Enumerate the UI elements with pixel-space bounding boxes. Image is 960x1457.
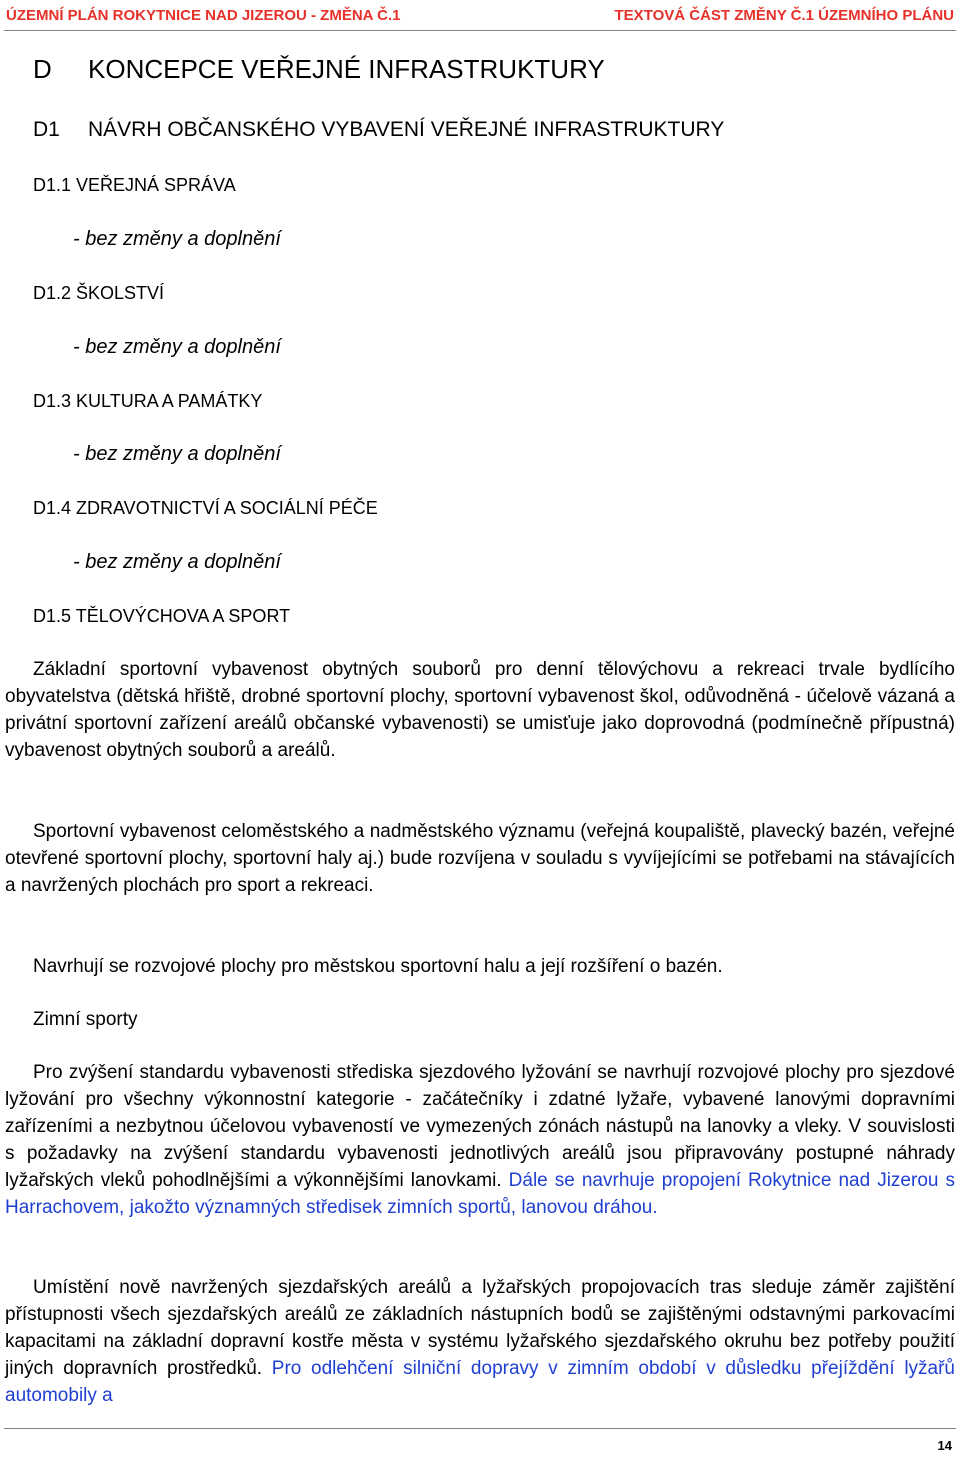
paragraph-sports-hall: Navrhují se rozvojové plochy pro městskou sportovní halu a její rozšíření o bazén. — [33, 956, 723, 977]
chapter-number: D — [33, 54, 52, 84]
section-note-d1-3: - bez změny a doplnění — [73, 443, 281, 465]
section-note-d1-1: - bez změny a doplnění — [73, 228, 281, 250]
subchapter-title: NÁVRH OBČANSKÉHO VYBAVENÍ VEŘEJNÉ INFRASTRUKTURY — [88, 118, 725, 141]
page-number: 14 — [937, 1438, 952, 1453]
section-note-d1-2: - bez změny a doplnění — [73, 336, 281, 358]
section-heading-d1-3: D1.3 KULTURA A PAMÁTKY — [33, 391, 263, 411]
paragraph-ski-standard-change: Dále se navrhuje propojení Rokytnice nad Jizerou s Harrachovem, jakožto významných středisek zimních sportů, lanovou dráhou. — [5, 1170, 955, 1218]
paragraph-ski-standard — [5, 1059, 955, 1221]
paragraph-winter-sports-title: Zimní sporty — [33, 1009, 138, 1030]
section-heading-d1-1: D1.1 VEŘEJNÁ SPRÁVA — [33, 175, 236, 195]
paragraph-city-sports: Sportovní vybavenost celoměstského a nadměstského významu (veřejná koupaliště, plavecký bazén, veřejné otevřené sportovní plochy, sportovní haly aj.) bude rozvíjena v souladu s vyvíjejícími se potřebami na stávajících a navržených plochách pro sport a rekreaci. — [5, 821, 955, 896]
paragraph-ski-areas-text: Umístění nově navržených sjezdařských areálů a lyžařských propojovacích tras sleduje záměr zajištění přístupnosti všech sjezdařských areálů ze základních nástupních bodů se zajištěnými odstavnými parkovacími kapacitami na základní dopravní kostře města v systému lyžařského sjezdařského okruhu bez potřeby použití jiných dopravních prostředků. — [5, 1277, 955, 1379]
chapter-heading — [33, 52, 605, 86]
paragraph-basic-sports: Základní sportovní vybavenost obytných souborů pro denní tělovýchovu a rekreaci trvale bydlícího obyvatelstva (dětská hřiště, drobné sportovní plochy, sportovní vybavenost škol, odůvodněná - účelově vázaná a privátní sportovní zařízení areálů občanské vybavenosti) se umisťuje jako doprovodná (podmínečně přípustná) vybavenost obytných souborů a areálů. — [5, 659, 955, 761]
section-heading-d1-5: D1.5 TĚLOVÝCHOVA A SPORT — [33, 606, 291, 626]
section-heading-d1-2: D1.2 ŠKOLSTVÍ — [33, 283, 165, 303]
chapter-title: KONCEPCE VEŘEJNÉ INFRASTRUKTURY — [88, 54, 605, 84]
footer-divider — [4, 1428, 956, 1429]
header-section-title: TEXTOVÁ ČÁST ZMĚNY Č.1 ÚZEMNÍHO PLÁNU — [614, 7, 954, 24]
header-document-title: ÚZEMNÍ PLÁN ROKYTNICE NAD JIZEROU - ZMĚNA Č.1 — [6, 7, 401, 24]
paragraph-ski-areas — [5, 1274, 955, 1409]
page-header — [4, 4, 956, 31]
section-note-d1-4: - bez změny a doplnění — [73, 551, 281, 573]
subchapter-number: D1 — [33, 118, 60, 141]
subchapter-heading — [33, 115, 724, 145]
paragraph-ski-standard-text: Pro zvýšení standardu vybavenosti střediska sjezdového lyžování se navrhují rozvojové plochy pro sjezdové lyžování pro všechny výkonnostní kategorie - začátečníky i zdatné lyžaře, vybavené lanovými dopravními zařízeními a nezbytnou účelovou vybaveností ve vymezených zónách nástupů na lanovky a vleky. V souvislosti s požadavky na zvýšení standardu vybavenosti jednotlivých areálů jsou připravovány postupné náhrady lyžařských vleků pohodlnějšími a výkonnějšími lanovkami. — [5, 1062, 955, 1191]
section-heading-d1-4: D1.4 ZDRAVOTNICTVÍ A SOCIÁLNÍ PÉČE — [33, 498, 378, 518]
paragraph-ski-areas-change: Pro odlehčení silniční dopravy v zimním období v důsledku přejíždění lyžařů automobily a — [5, 1358, 955, 1406]
